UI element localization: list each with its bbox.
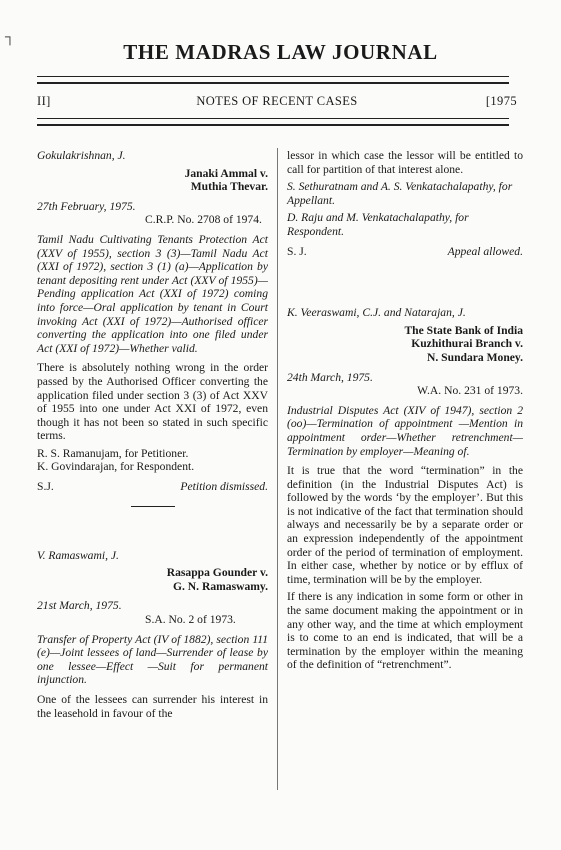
case2-parties-line2: G. N. Ramaswamy. [172, 579, 268, 593]
case1-parties-line2: Muthia Thevar. [190, 180, 268, 194]
case2-sj: S. J. [287, 244, 307, 258]
case3-judge: K. Veeraswami, C.J. and Natarajan, J. [287, 306, 466, 320]
journal-title: THE MADRAS LAW JOURNAL [123, 40, 438, 64]
case2-case-number: S.A. No. 2 of 1973. [145, 613, 236, 627]
margin-mark: ┐ [5, 30, 15, 45]
case2-result: Appeal allowed. [447, 244, 523, 258]
case2-headnote: Transfer of Property Act (IV of 1882), section 111 (e)—Joint lessees of land—Surrender of lease by one lessee—Effect —Suit for permanent injunction. [37, 632, 268, 687]
case1-respondent-counsel: K. Govindarajan, for Respondent. [37, 460, 195, 474]
case2-respondent-counsel [287, 211, 523, 238]
spacer [287, 258, 523, 306]
case1-parties [37, 167, 268, 194]
case1-petitioner-counsel: R. S. Ramanujam, for Petitioner. [37, 446, 189, 460]
case1-case-number: C.R.P. No. 2708 of 1974. [145, 213, 262, 227]
case2-appellant-counsel-text: S. Sethuratnam and A. S. Venkatachalapathy, for Appellant. [287, 180, 513, 207]
section-title: NOTES OF RECENT CASES [196, 94, 358, 108]
left-column [37, 149, 268, 724]
right-column [287, 149, 523, 676]
case3-parties-line3: N. Sundara Money. [427, 350, 523, 364]
case2-appellant-counsel [287, 180, 523, 207]
case1-result: Petition dismissed. [180, 480, 268, 494]
case2-judge: V. Ramaswami, J. [37, 548, 119, 562]
case3-case-number: W.A. No. 231 of 1973. [417, 384, 523, 398]
header-rule-bottom [37, 118, 509, 119]
case3-parties [287, 324, 523, 365]
page-year: [1975 [485, 94, 517, 108]
case3-parties-line2: Kuzhithurai Branch v. [411, 337, 523, 351]
case3-date: 24th March, 1975. [287, 370, 373, 384]
case2-date: 21st March, 1975. [37, 599, 122, 613]
case3-body-2: If there is any indication in some form or other in the same document making the appointment or in any other way, and the time at which employment is to come to an end is indicated, that will be a termination by the employer within the meaning of the definition of “retrenchment”. [287, 590, 523, 672]
header-rule-top-2 [37, 82, 509, 84]
case1-judge: Gokulakrishnan, J. [37, 149, 126, 162]
case3-parties-line1: The State Bank of India [404, 323, 523, 337]
case2-result-row [287, 245, 523, 259]
volume-number: II] [37, 94, 51, 108]
case1-parties-line1: Janaki Ammal v. [184, 166, 268, 180]
case1-body: There is absolutely nothing wrong in the order passed by the Authorised Officer converting the application filed under section 3 (3) of Act XXV of 1955 into one under Act XXI of 1972, even though it has not been so stated in such specific terms. [37, 361, 268, 443]
case2-respondent-counsel-text: D. Raju and M. Venkatachalapathy, for Respondent. [287, 211, 469, 238]
case1-sj: S.J. [37, 480, 54, 494]
header-rule-bottom-2 [37, 124, 509, 126]
case-separator-rule [131, 506, 175, 507]
case3-headnote: Industrial Disputes Act (XIV of 1947), section 2 (oo)—Termination of appointment —Mention in appointment order—Whether retrenchment—Termination by employer—Meaning of. [287, 403, 523, 458]
case1-date: 27th February, 1975. [37, 199, 136, 213]
case3-body-1: It is true that the word “termination” in the definition (in the Industrial Disputes Act) is followed by the words ‘by the employer’. But this is not indicative of the fact that termination should always and necessarily be by a separate order or an expression independently of the appointment order of the period of termination of employment. In either case, whether by notice or by efflux of time, termination will be by the employer. [287, 464, 523, 586]
case2-parties [37, 566, 268, 593]
case2-body-continued: lessor in which case the lessor will be entitled to call for partition of that interest alone. [287, 149, 523, 176]
column-divider [277, 148, 278, 790]
case1-result-row [37, 480, 268, 494]
header-rule-top [37, 76, 509, 77]
case2-body: One of the lessees can surrender his interest in the leasehold in favour of the [37, 693, 268, 720]
case1-headnote: Tamil Nadu Cultivating Tenants Protection Act (XXV of 1955), section 3 (3)—Tamil Nadu Act (XXI of 1972), section 3 (1) (a)—Application by tenant depositing rent under Act (XXV of 1955)—Pending application Act (XXI of 1972) coming into force—Oral application by tenant in Court invoking Act (XXI of 1972)—Authorised officer converting the application into one filed under Act (XXI of 1972)—Whether valid. [37, 232, 268, 355]
case2-parties-line1: Rasappa Gounder v. [166, 566, 268, 580]
